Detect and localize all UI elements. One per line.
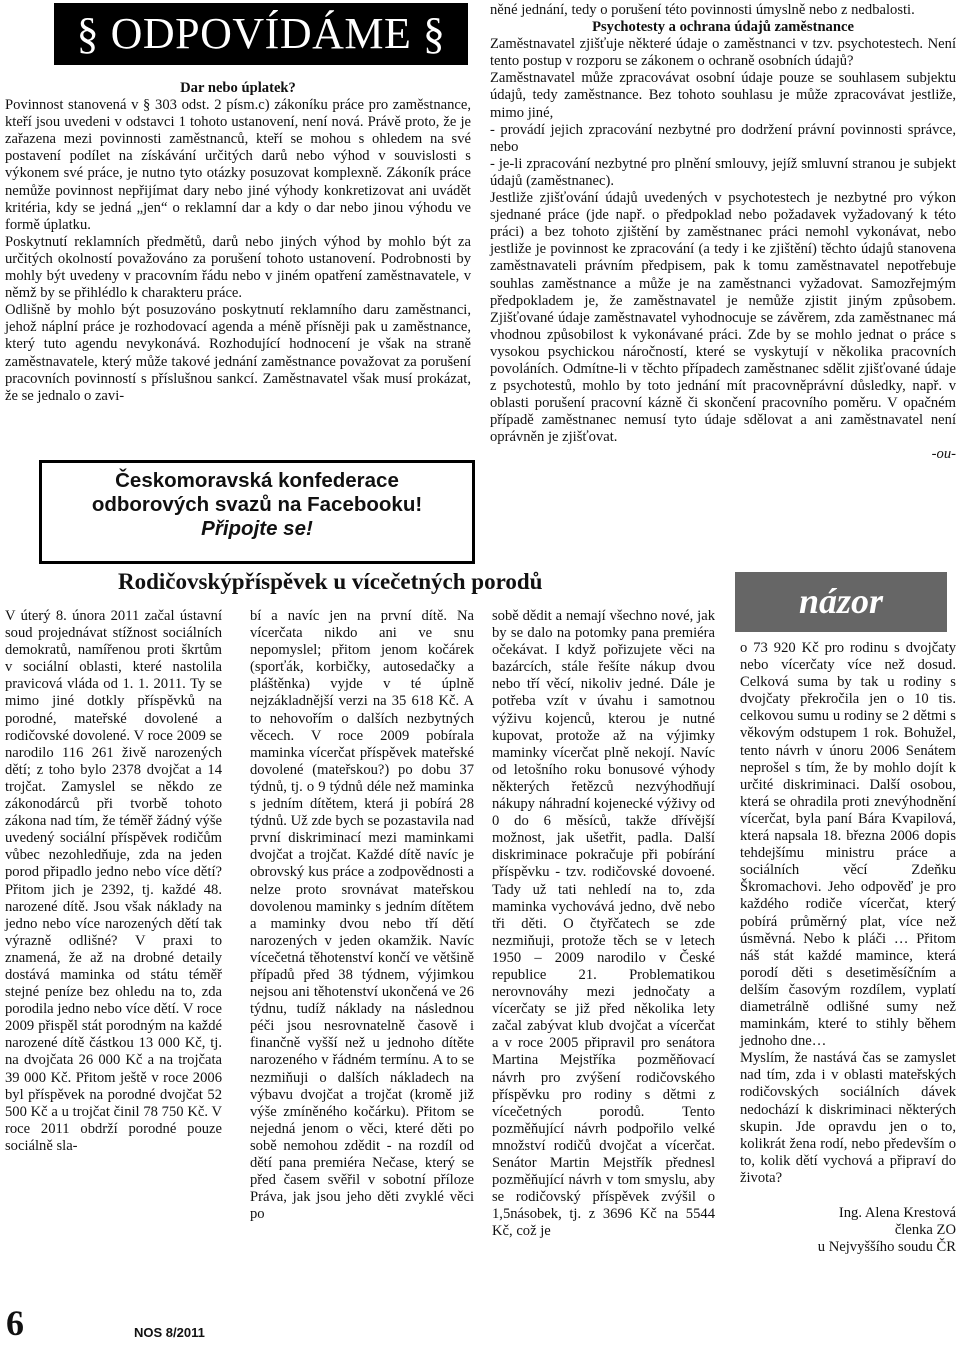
section-banner: § ODPOVÍDÁME § [54,3,468,65]
author-role: u Nejvyššího soudu ČR [817,1239,956,1256]
paragraph: Odlišně by mohlo být posuzováno poskytnutí reklamního daru zaměstnanci, jehož náplní práce je rozhodovací agenda a méně přísněji pak u zaměstnance, který tuto agendu nevykonává. Rozhodující hodnocení je však na straně zaměstnavatele, který může takové jednání zaměstnance považovat za porušení pracovních povinností s příslušnou sankcí. Zaměstnavatel však musí prokázat, že se jednalo o zavi- [5,302,471,404]
article-column-4 [740,640,956,1256]
nazor-label: názor [735,572,947,632]
paragraph: - provádí jejich zpracování nezbytné pro dodržení právní povinnosti správce, nebo [490,121,956,155]
article-column-1 [5,608,222,1155]
article-column-2 [250,608,474,1223]
paragraph: Zaměstnavatel může zpracovávat osobní údaje pouze se souhlasem subjektu údajů, tedy zaměstnance. Bez tohoto souhlasu je může zpracovávat jestliže, mimo jiné, [490,70,956,121]
author-name: Ing. Alena Krestová [838,1205,956,1221]
paragraph: bí a navíc jen na první dítě. Na vícerčata nikdo ani ve snu nepomyslel; přitom jenom kočárek (sporťák, korbičky, autosedačky a pláštěnka) vyjde v té úplně nejzákladnější verzi na 35 618 Kč. A to nehovořím o dalších nezbytných věcech. V roce 2009 pobírala maminka vícerčat příspěvek mateřské dovolené (mateřskou?) po dobu 37 týdnů, tj. o 9 týdnů déle než maminka s jedním dítětem, která ji pobírá 28 týdnů. Už zde bych se pozastavila nad první diskriminací mezi maminkami dvojčat a trojčat. Každé dítě navíc je obrovský kus práce a zodpovědnosti a nelze proto srovnávat mateřskou dovolenou maminky s jedním dítětem a maminky dvou nebo tří dětí narozených v jeden okamžik. Navíc vícečetná těhotenství končí ve většině případů před 38 týdnem, výjimkou nejsou ani těhotenství ukončená ve 26 týdnu, tudíž náklady na následnou péči jsou nesrovnatelně časově i finančně vyšší než u jednoho dítěte narozeného v řádném termínu. A to se nezmiňuji o dalších nákladech na výbavu dvojčat a trojčat (kromě již výše zmíněného kočárku). Přitom se nejedná jenom o věci, které děti po sobě nemohou zdědit - na rozdíl od dětí pana premiéra Nečase, který se před časem svěřil v sobotní příloze Práva, jak jsou jeho děti zvyklé věci po [250,608,474,1223]
author-role: členka ZO [894,1222,956,1239]
paragraph: Myslím, že nastává čas se zamyslet nad tím, zda i v oblasti mateřských rodičovských sociálních dávek nedochází k diskriminaci některých skupin. Jde opravdu jen o to, kolikrát žena rodí, nebo především o to, kolik dětí vychová a připraví do života? [740,1050,956,1186]
paragraph: V úterý 8. února 2011 začal ústavní soud projednávat stížnost sociálních demokratů, namířenou proti škrtům v sociální oblasti, které nastolila pravicová vláda od 1. 1. 2011. Ty se mimo jiné dotkly příspěvků na porodné, mateřské dovolené a rodičovské dovolené. V roce 2009 se narodilo 116 261 živě narozených dětí; z toho bylo 2378 dvojčat a 14 trojčat. Zamyslel se někdo ze zákonodárců při tvorbě tohoto zákona nad tím, že téměř žádný výše uvedený sociální příspěvek rodičům vůbec nezohledňuje, zda na jeden porod připadlo jedno nebo více dětí? Přitom jich je 2392, tj. každé 48. narozené dítě. Jsou však náklady na jedno nebo více narozených dětí tak výrazně odlišné? V praxi to znamená, že až na drobné detaily dostává maminka od státu téměř stejné peníze bez ohledu na to, zda porodila jedno nebo více dětí. V roce 2009 přispěl stát porodným na každé narozené dítě částkou 13 000 Kč, tj. na dvojčata 26 000 Kč a na trojčata 39 000 Kč. Přitom ještě v roce 2006 byl příspěvek na porodné dvojčat 52 500 Kč a u trojčat činil 78 750 Kč. V roce 2011 obdrží porodné pouze sociálně sla- [5,608,222,1154]
left-top-article [5,80,471,405]
paragraph: o 73 920 Kč pro rodinu s dvojčaty nebo vícerčaty více než dosud. Celková suma by tak u rodiny s dvojčaty překročila jen o 10 tis. celkovou sumu u rodiny se 2 dětmi s věkovým odstupem 1 rok. Bohužel, tento návrh v únoru 2006 Senátem neprošel s tím, že by mohlo dojít k určité diskriminaci. Další osobou, která se ohradila proti znevýhodnění vícerčat, byla paní Bára Kvapilová, která napsala 18. března 2006 dopis tehdejšímu ministru práce a sociálních věcí Zdeňku Škromachovi. Jeho odpověď je pro každého rodiče vícerčat, který pobírá průměrný plat, více než úsměvná. Nebo k pláči … Přitom náš stát každé mamince, která porodí děti s desetiměsíčním a delším časovým rozdílem, vyplatí diametrálně odlišné sumy než maminkám, které to stihly během jednoho dne… [740,640,956,1050]
paragraph: Jestliže zjišťování údajů uvedených v psychotestech je nezbytné pro výkon sjednané práce (jde např. o předpoklad nebo požadavek vyžadovaný k této práci) a bez tohoto zjištění by zaměstnanec práci nemohl vykonávat, nebo jestliže je povinnost ke zpracování (a tedy i ke zjištění) těchto údajů stanovena zaměstnavateli právním předpisem, pak k tomu zaměstnavatel nepotřebuje souhlas zaměstnance a může je na zaměstnanci vyžadovat. Samozřejmým předpokladem je, že zaměstnavatel je nemůže zjistit jiným způsobem. Zjišťované údaje zaměstnavatel vyhodnocuje se závěrem, zda zaměstnanec má vhodnou způsobilost k vykonávané práci. Zde by se mohlo jednat o práce s vysokou psychickou náročností, které se vyskytují v několika pracovních povoláních. Odmítne-li v těchto případech zaměstnanec sdělit zjišťované údaje z psychotestů, mohlo by toto jednání mít pracovněprávní důsledky, např. v oblasti porušení pracovní kázně či skončení pracovního poměru. V opačném případě zaměstnanec nemusí tyto údaje sdělovat a ani zaměstnavatel není oprávněn je zjišťovat. [490,190,956,446]
right-top-article [490,2,956,464]
article-heading: Psychotesty a ochrana údajů zaměstnance [592,19,854,36]
paragraph: - je-li zpracování nezbytné pro plnění smlouvy, jejíž smluvní stranou je subjekt údajů (zaměstnanec). [490,155,956,189]
facebook-box[interactable] [39,460,475,564]
issue-label: NOS 8/2011 [134,1325,205,1340]
article-headline: Rodičovskýpříspěvek u vícečetných porodů [118,569,543,594]
paragraph: něné jednání, tedy o porušení této povinnosti úmyslně nebo z nedbalosti. [490,2,915,18]
paragraph: sobě dědit a nemají všechno nové, jak by se dalo na potomky pana premiéra očekávat. I když pořizujete věci na bazárcích, stále řešíte nákup dvou nebo tří věcí, nikoliv jedné. Dále je potřeba vzít v úvahu i samotnou výživu kojenců, kterou je nutné kupovat, protože až na výjimky maminky vícerčat plně nekojí. Navíc od letošního roku bonusové výhody některých řetězců nezvýhodňují nákupy náhradní kojenecké výživy od 0 do 6 měsíců, takže dřívější možnost, jak ušetřit, padla. Další diskriminace pokračuje při pobírání příspěvku - tzv. rodičovské dovoené. Tady už tati nehledí na to, zda maminka vychovává jedno, dvě nebo tři děti. O čtyřčatech se zde nezmiňuji, protože těch se v letech 1950 – 2009 narodilo v České republice 21. Problematikou nerovnováhy mezi jednočaty a vícerčaty se již před několika lety začal zabývat klub dvojčat a vícerčat a v roce 2005 připravil pro senátora Martina Mejstříka pozměňovací návrh pro zvýšení rodičovského příspěvku pro rodiny s dětmi z vícečetných porodů. Tento pozměňující návrh podpořilo velké množství rodičů dvojčat a vícerčat. Senátor Martin Mejstřík přednesl pozměňující návrh v tom smyslu, aby se rodičovský příspěvek zvýšil o 1,5násobek, tj. z 3696 Kč na 5544 Kč, což je [492,608,715,1240]
fb-cta: Připojte se! [201,517,313,540]
signature: -ou- [931,446,956,463]
paragraph: Zaměstnavatel zjišťuje některé údaje o zaměstnanci v tzv. psychotestech. Není tento postup v rozporu se zákonem o ochraně osobních údajů? [490,36,956,70]
paragraph: Povinnost stanovená v § 303 odst. 2 písm.c) zákoníku práce pro zaměstnance, kteří jsou uvedeni v odstavci 1 tohoto ustanovení, není nová. Právě proto, že je zařazena mezi povinnosti zaměstnanců, kteří se mohou s ohledem na své postavení podílet na získávání určitých darů nebo výhod v souvislosti s výkonem své práce, je nutno tyto otázky posuzovat komplexně. Zákoník práce nemůže povinnost nepřijímat dary nebo jiné výhody konkretizovat ani uvádět kritéria, kdy se jedná „jen“ o reklamní dar a kdy o dar nebo jinou výhodu ve formě úplatku. [5,97,471,233]
article-column-3 [492,608,715,1240]
page-number: 6 [6,1303,24,1343]
article-heading: Dar nebo úplatek? [180,80,296,96]
paragraph: Poskytnutí reklamních předmětů, darů nebo jiných výhod by mohlo být za určitých okolností považováno za porušení tohoto ustanovení. Podrobnosti by mohly být uvedeny v pracovním řádu nebo v jiném opatření zaměstnavatele, v němž by se přihlédlo k charakteru práce. [5,233,471,302]
fb-line: odborových svazů na Facebooku! [91,493,423,516]
fb-line: Českomoravská konfederace [115,469,399,492]
